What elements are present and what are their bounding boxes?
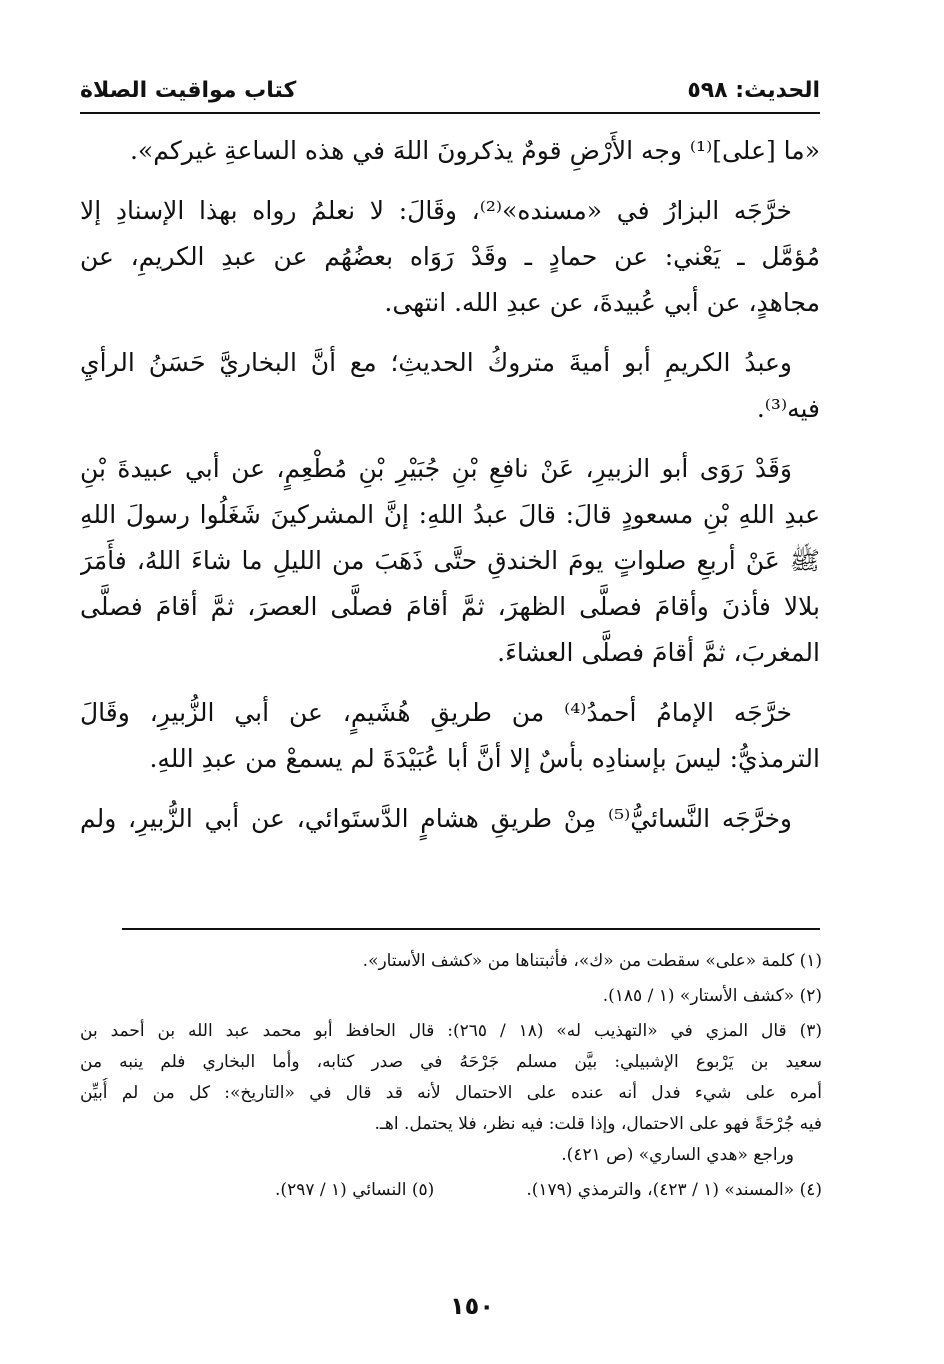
footnote-line: أمره على شيء فدل أنه عنده على الاحتمال لأنه قد قال في «التاريخ»: كل من لم أُبيِّن: [80, 1083, 822, 1103]
text-line: خرَّجَه الإمامُ أحمدُ⁽⁴⁾ من طريقِ هُشَيمٍ، عن أبي الزُّبيرِ، وقَالَ: [80, 698, 792, 727]
book-title: كتاب مواقيت الصلاة: [80, 78, 297, 103]
footnotes: [80, 946, 822, 1206]
text-line: خرَّجَه البزارُ في «مسنده»⁽²⁾، وقَالَ: لا نعلمُ رواه بهذا الإسنادِ إلا: [80, 196, 792, 225]
text-line: بلالا فأذنَ وأقامَ فصلَّى الظهرَ، ثمَّ أقامَ فصلَّى العصرَ، ثمَّ أقامَ فصلَّى: [80, 592, 820, 621]
text-line: المغربَ، ثمَّ أقامَ فصلَّى العشاءَ.: [497, 638, 820, 667]
header-rule: [80, 112, 820, 114]
footnote-1: [80, 946, 822, 977]
hadith-number-label: الحديث: ٥٩٨: [687, 78, 820, 103]
text-line: فيه⁽³⁾.: [756, 394, 820, 423]
text-line: وَقَدْ رَوَى أبو الزبيرِ، عَنْ نافعِ بْنِ جُبَيْرِ بْنِ مُطْعِمٍ، عن أبي عبيدةَ بْنِ: [80, 454, 792, 483]
text-line: «ما [على]⁽¹⁾ وجه الأَرْضِ قومٌ يذكرونَ اللهَ في هذه الساعةِ غيركم».: [129, 136, 820, 165]
footnote-line: فيه جُرْحَةً فهو على الاحتمال، وإذا قلت: فيه نظر، فلا يحتمل. اهـ.: [374, 1114, 822, 1134]
footnote-line: سعيد بن يَرْبوع الإشبيلي: بيَّن مسلم جَرْحَهُ في صدر كتابه، وأما البخاري فلم ينبه من: [80, 1052, 822, 1072]
footnote-4-5-row: [80, 1175, 822, 1206]
text-line: مُؤمَّل ـ يَعْني: عن حمادٍ ـ وقَدْ رَوَاه بعضُهُم عن عبدِ الكريمِ، عن: [80, 242, 820, 271]
footnote-line: (١) كلمة «على» سقطت من «ك»، فأثبتناها من «كشف الأستار».: [362, 951, 822, 971]
footnote-4: (٤) «المسند» (١ / ٤٢٣)، والترمذي (١٧٩).: [526, 1180, 822, 1200]
footnote-2: [80, 981, 822, 1012]
page-number: ١٥٠: [450, 1292, 494, 1320]
text-line: عبدِ اللهِ بْنِ مسعودٍ قالَ: قالَ عبدُ اللهِ: إنَّ المشركينَ شَغَلُوا رسولَ اللهِ: [80, 500, 820, 529]
footnote-separator: [122, 928, 820, 930]
text-line: الترمذيُّ: ليسَ بإسنادِه بأسٌ إلا أنَّ أبا عُبَيْدَةَ لم يسمعْ من عبدِ اللهِ.: [149, 744, 820, 773]
footnote-line: (٢) «كشف الأستار» (١ / ١٨٥).: [602, 986, 822, 1006]
footnote-line: وراجع «هدي الساري» (ص ٤٢١).: [561, 1145, 794, 1165]
footnote-3: [80, 1016, 822, 1171]
footnote-line: (٣) قال المزي في «التهذيب له» (١٨ / ٢٦٥): قال الحافظ أبو محمد عبد الله بن أحمد بن: [80, 1021, 822, 1041]
text-line: ﷺ عَنْ أربعِ صلواتٍ يومَ الخندقِ حتَّى ذَهَبَ من الليلِ ما شاءَ اللهُ، فأَمَرَ: [80, 546, 820, 575]
main-text: [80, 128, 820, 842]
text-line: وعبدُ الكريمِ أبو أميةَ متروكُ الحديثِ؛ مع أنَّ البخاريَّ حَسَنُ الرأيِ: [80, 348, 792, 377]
footnote-5: (٥) النسائي (١ / ٢٩٧).: [275, 1180, 435, 1200]
running-header: [80, 78, 820, 112]
text-line: وخرَّجَه النَّسائيُّ⁽⁵⁾ مِنْ طريقِ هشامٍ الدَّستَوائي، عن أبي الزُّبيرِ، ولم: [80, 804, 792, 833]
text-line: مجاهدٍ، عن أبي عُبيدةَ، عن عبدِ الله. انتهى.: [384, 288, 820, 317]
